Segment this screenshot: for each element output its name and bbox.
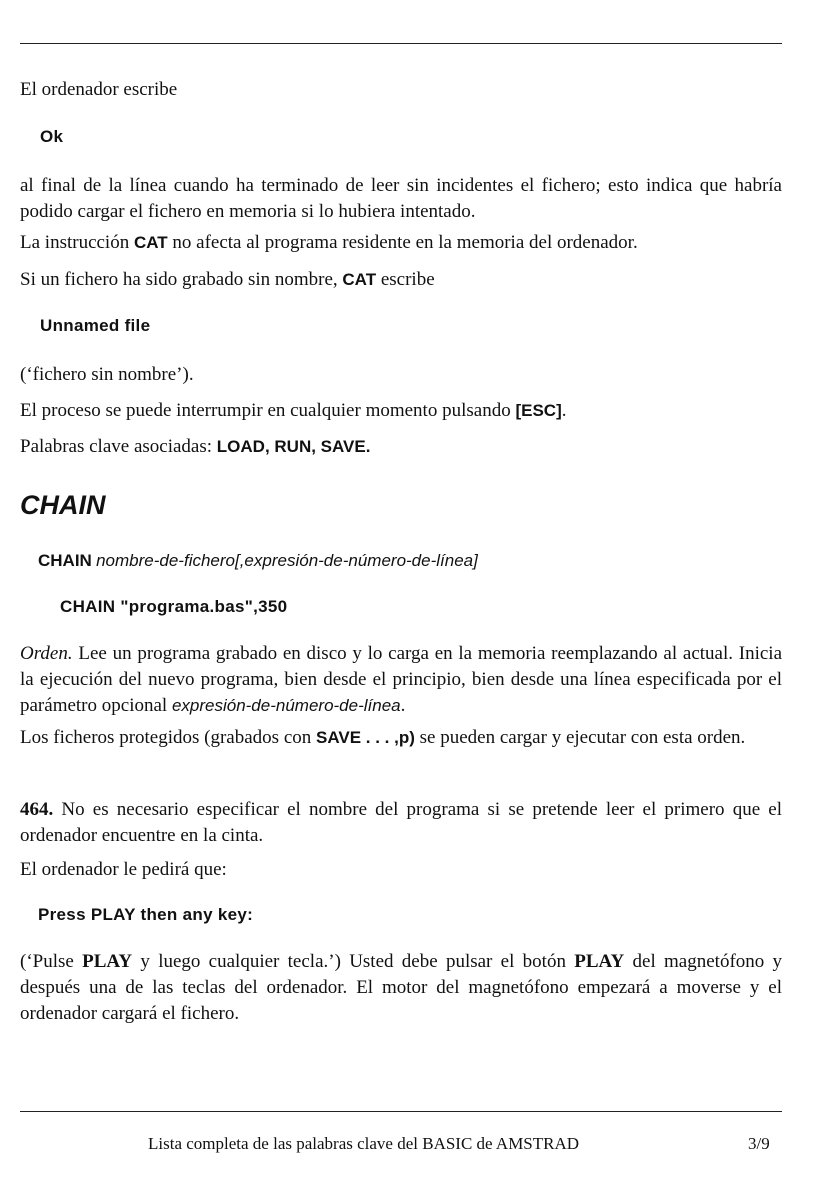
footer-page-number: 3/9: [748, 1134, 770, 1153]
paragraph-sin-nombre: Si un fichero ha sido grabado sin nombre, CAT escribe: [20, 269, 435, 290]
paragraph-pedira: El ordenador le pedirá que:: [20, 859, 227, 880]
keyword-cat: CAT: [133, 233, 168, 252]
top-rule: [20, 43, 782, 44]
param-expresion: expresión-de-número-de-línea: [171, 696, 401, 715]
syntax-arguments: nombre-de-fichero[,expresión-de-número-de-línea]: [96, 551, 478, 570]
paragraph-final-linea: al final de la línea cuando ha terminado de leer sin incidentes el fichero; esto indica que habría podido cargar el fichero en memoria si lo hubiera intentado.: [20, 175, 782, 222]
bottom-rule: [20, 1111, 782, 1112]
paragraph-pulse-play: (‘Pulse PLAY y luego cualquier tecla.’) Usted debe pulsar el botón PLAY del magnetófono y después una de las teclas del ordenador. El motor del magnetófono empezará a moverse y el ordenador cargará el fichero.: [20, 951, 783, 1024]
keyword-cat-2: CAT: [342, 270, 377, 289]
keyword-esc: [ESC]: [515, 401, 562, 420]
paragraph-intro: El ordenador escribe: [20, 79, 178, 100]
footer-title: Lista completa de las palabras clave del BASIC de AMSTRAD: [148, 1134, 580, 1153]
syntax-keyword: CHAIN: [38, 551, 92, 570]
code-example: CHAIN "programa.bas",350: [60, 597, 288, 616]
paragraph-fichero-sin-nombre: (‘fichero sin nombre’).: [20, 364, 194, 385]
syntax-line: [38, 551, 478, 571]
paragraph-esc: El proceso se puede interrumpir en cualquier momento pulsando [ESC].: [20, 400, 567, 421]
paragraph-palabras-clave: Palabras clave asociadas: LOAD, RUN, SAVE.: [20, 436, 371, 457]
code-unnamed-file: Unnamed file: [40, 316, 151, 335]
code-press-play: Press PLAY then any key:: [38, 905, 254, 924]
keyword-save: SAVE . . . ,p): [316, 728, 415, 747]
paragraph-protegidos: Los ficheros protegidos (grabados con SAVE . . . ,p) se pueden cargar y ejecutar con esta orden.: [20, 727, 746, 748]
paragraph-cat: La instrucción CAT no afecta al programa residente en la memoria del ordenador.: [20, 232, 638, 253]
section-heading: CHAIN: [20, 490, 106, 520]
paragraph-orden: Orden. Lee un programa grabado en disco y lo carga en la memoria reemplazando al actual. Inicia la ejecución del nuevo programa, bien desde el principio, bien desde una línea especificada por el parámetro opcional expresión-de-número-de-línea.: [20, 643, 782, 716]
keyword-list: LOAD, RUN, SAVE.: [216, 437, 371, 456]
code-ok: Ok: [40, 127, 64, 146]
paragraph-464: 464. No es necesario especificar el nombre del programa si se pretende leer el primero que el ordenador encuentre en la cinta.: [20, 799, 783, 846]
